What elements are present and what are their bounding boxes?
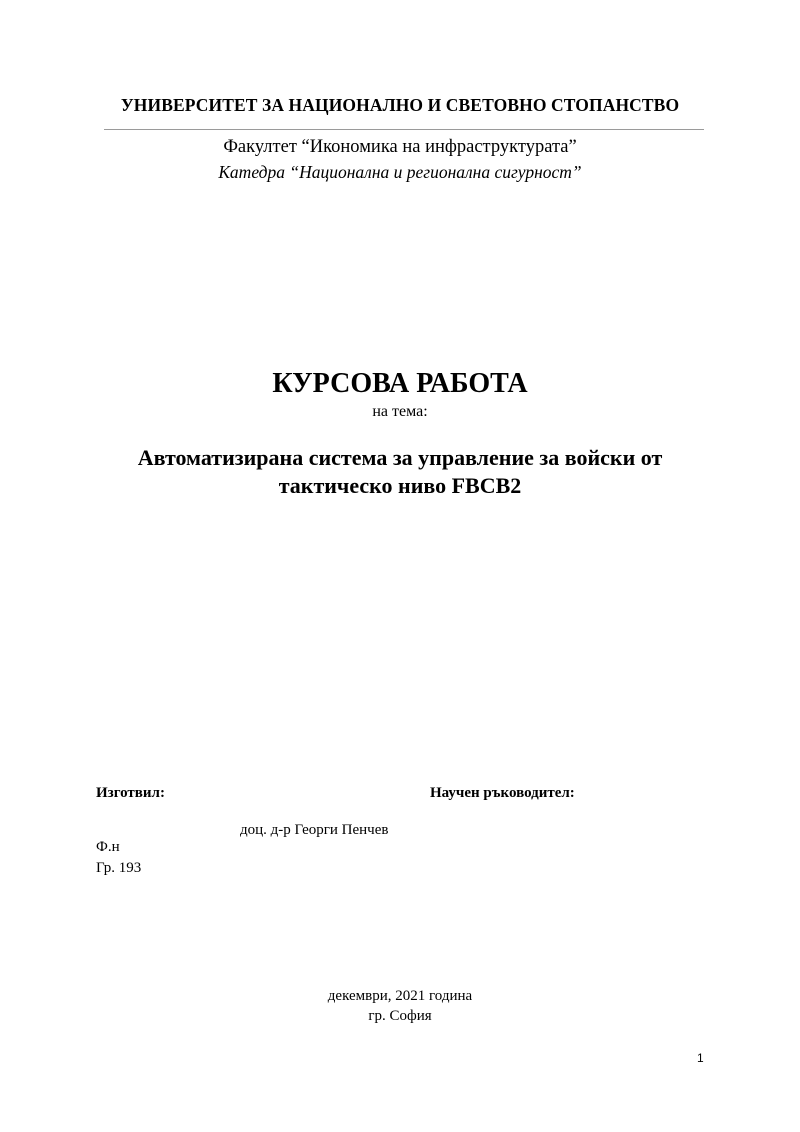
topic-label: на тема:: [372, 403, 428, 420]
faculty-name: Факултет “Икономика на инфраструктурата”: [223, 137, 577, 157]
document-title: КУРСОВА РАБОТА: [272, 368, 528, 399]
topic-title-line-2: тактическо ниво FBCB2: [278, 473, 522, 498]
document-date: декември, 2021 година: [327, 988, 473, 1004]
supervisor-label: Научен ръководител:: [430, 785, 575, 801]
faculty-number-label: Ф.н: [96, 839, 120, 855]
topic-title: [0, 444, 800, 500]
student-group: Гр. 193: [96, 860, 142, 876]
topic-title-line-1: Автоматизирана система за управление за войски от: [137, 445, 663, 470]
header-divider: [104, 129, 704, 130]
department-name: Катедра “Национална и регионална сигурност”: [218, 162, 582, 182]
supervisor-name: доц. д-р Георги Пенчев: [240, 822, 389, 838]
page-number: 1: [697, 1051, 704, 1065]
university-name: УНИВЕРСИТЕТ ЗА НАЦИОНАЛНО И СВЕТОВНО СТОПАНСТВО: [120, 95, 680, 115]
document-city: гр. София: [368, 1008, 432, 1024]
prepared-by-label: Изготвил:: [96, 785, 165, 801]
